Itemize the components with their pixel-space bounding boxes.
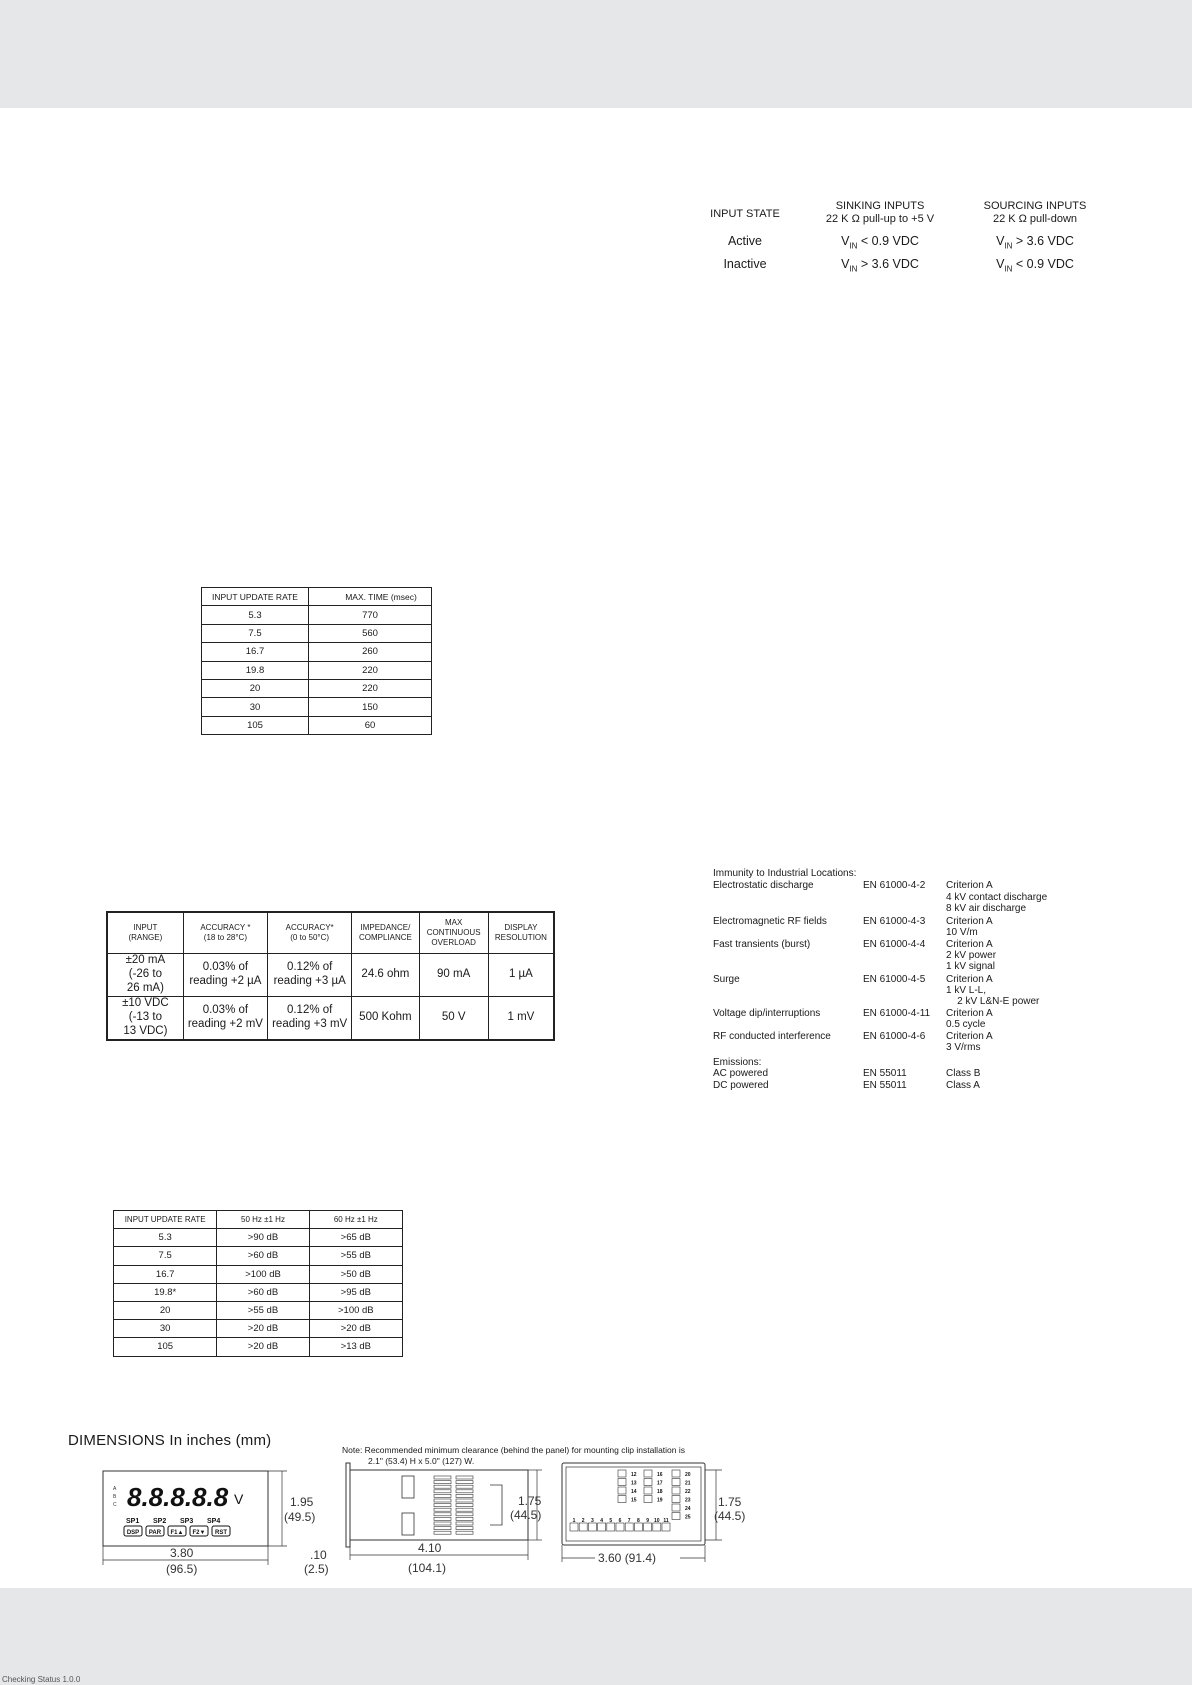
rear-view-drawing — [562, 1463, 745, 1565]
terminal-label: 25 — [685, 1514, 691, 1521]
table-cell: >13 dB — [309, 1338, 402, 1356]
terminal-box — [672, 1479, 680, 1486]
side-letter: A — [113, 1486, 117, 1492]
table-row — [114, 1301, 403, 1319]
terminal-box — [618, 1479, 626, 1486]
table-cell: >60 dB — [217, 1283, 309, 1301]
side-depth-mm: (104.1) — [408, 1561, 447, 1575]
rear-height-in: 1.75 — [718, 1495, 742, 1509]
table-cell: 0.12% of reading +3 mV — [268, 997, 352, 1041]
terminal-label: 3 — [591, 1518, 594, 1524]
column-header: ACCURACY* (0 to 50°C) — [268, 912, 352, 954]
page-header-band — [0, 0, 1192, 108]
page-footer-text: Checking Status 1.0.0 — [2, 1675, 81, 1684]
side-view-drawing — [304, 1463, 542, 1576]
table-row — [107, 997, 554, 1041]
table-row — [202, 606, 432, 624]
table-cell: >55 dB — [217, 1301, 309, 1319]
table-header-row — [114, 1211, 403, 1229]
table-row — [114, 1338, 403, 1356]
terminal-label: 9 — [646, 1518, 649, 1524]
table-cell: >20 dB — [217, 1320, 309, 1338]
table-cell: 20 — [202, 679, 309, 697]
table-cell: 20 — [114, 1301, 217, 1319]
front-width-in: 3.80 — [170, 1546, 194, 1560]
terminal-box — [579, 1523, 587, 1531]
table-row — [202, 698, 432, 716]
terminal-label: 17 — [657, 1480, 663, 1487]
rear-height-mm: (44.5) — [714, 1509, 746, 1523]
table-cell: 1 mV — [488, 997, 554, 1041]
terminal-box — [672, 1470, 680, 1477]
terminal-label: 16 — [657, 1472, 663, 1478]
table-cell: 7.5 — [114, 1247, 217, 1265]
table-cell: 105 — [202, 716, 309, 734]
table-row — [202, 624, 432, 642]
table-cell: >20 dB — [217, 1338, 309, 1356]
table-cell: >65 dB — [309, 1229, 402, 1247]
table-row — [114, 1229, 403, 1247]
table-header-row — [107, 912, 554, 954]
table-cell: 0.12% of reading +3 µA — [268, 954, 352, 997]
table-row — [202, 716, 432, 734]
sourcing-heading: SOURCING INPUTS — [983, 200, 1087, 212]
setpoint-label: SP4 — [207, 1518, 221, 1525]
key-label: F1▲ — [170, 1530, 184, 1536]
table-cell: 260 — [309, 643, 432, 661]
terminal-box — [634, 1523, 642, 1531]
table-cell: >55 dB — [309, 1247, 402, 1265]
side-bezel — [346, 1463, 350, 1547]
update-time-table — [201, 587, 432, 735]
column-header: INPUT (RANGE) — [107, 912, 183, 954]
table-cell: 90 mA — [419, 954, 488, 997]
table-cell: >50 dB — [309, 1265, 402, 1283]
side-height-in: 1.75 — [518, 1494, 542, 1508]
table-cell: 7.5 — [202, 624, 309, 642]
bezel-depth-in: .10 — [310, 1548, 327, 1562]
rear-width: 3.60 (91.4) — [598, 1551, 657, 1565]
terminal-box — [625, 1523, 633, 1531]
table-cell: 150 — [309, 698, 432, 716]
table-row — [114, 1283, 403, 1301]
terminal-label: 10 — [654, 1518, 660, 1524]
table-row — [202, 679, 432, 697]
front-width-mm: (96.5) — [166, 1562, 198, 1576]
table-cell: 30 — [202, 698, 309, 716]
terminal-label: 1 — [572, 1518, 576, 1524]
table-cell: 220 — [309, 661, 432, 679]
table-cell: 60 — [309, 716, 432, 734]
terminal-box — [644, 1523, 652, 1531]
table-cell: ±10 VDC (-13 to 13 VDC) — [107, 997, 183, 1041]
table-row — [202, 643, 432, 661]
dimension-drawings — [90, 1460, 770, 1580]
terminal-box — [616, 1523, 624, 1531]
bezel-depth-mm: (2.5) — [304, 1562, 329, 1576]
display-unit: V — [234, 1491, 244, 1507]
table-row — [107, 954, 554, 997]
setpoint-label: SP1 — [126, 1518, 140, 1525]
terminal-label: 24 — [685, 1506, 691, 1512]
terminal-box — [672, 1487, 680, 1494]
terminal-label: 22 — [685, 1489, 691, 1495]
setpoint-label: SP2 — [153, 1518, 167, 1525]
table-cell: 560 — [309, 624, 432, 642]
front-height-mm: (49.5) — [284, 1510, 316, 1524]
terminal-label: 2 — [581, 1518, 585, 1524]
terminal-label: 13 — [631, 1480, 637, 1487]
terminal-box — [570, 1523, 578, 1531]
table-row — [114, 1320, 403, 1338]
terminal-label: 18 — [657, 1489, 663, 1495]
terminal-box — [618, 1496, 626, 1503]
side-letter: B — [113, 1494, 117, 1500]
page-footer-band — [0, 1588, 1192, 1685]
key-label: PAR — [148, 1530, 162, 1536]
table-header-row — [202, 588, 432, 606]
rejection-table — [113, 1210, 403, 1357]
table-row — [114, 1265, 403, 1283]
column-header: MAX. TIME (msec) — [309, 588, 432, 606]
table-cell: 0.03% of reading +2 µA — [183, 954, 267, 997]
terminal-box — [598, 1523, 606, 1531]
terminal-label: 15 — [631, 1497, 637, 1504]
terminal-label: 23 — [685, 1497, 691, 1504]
column-header: 60 Hz ±1 Hz — [309, 1211, 402, 1229]
setpoint-label: SP3 — [180, 1518, 194, 1525]
terminal-box — [653, 1523, 661, 1531]
column-header: 50 Hz ±1 Hz — [217, 1211, 309, 1229]
table-cell: >20 dB — [309, 1320, 402, 1338]
key-label: RST — [215, 1530, 227, 1536]
front-height-in: 1.95 — [290, 1495, 314, 1509]
terminal-label: 11 — [663, 1518, 669, 1524]
table-cell: 500 Kohm — [352, 997, 419, 1041]
front-view-drawing — [103, 1471, 315, 1576]
dimensions-note: Note: Recommended minimum clearance (behind the panel) for mounting clip installation is 2.1" (53.4) H x 5.0" (127) W. — [342, 1445, 686, 1467]
side-height-mm: (44.5) — [510, 1508, 542, 1522]
terminal-box — [644, 1479, 652, 1486]
column-header: INPUT UPDATE RATE — [114, 1211, 217, 1229]
sinking-subheading: 22 K Ω pull-up to +5 V — [825, 212, 935, 225]
table-cell: 5.3 — [202, 606, 309, 624]
table-cell: >60 dB — [217, 1247, 309, 1265]
column-header: DISPLAY RESOLUTION — [488, 912, 554, 954]
terminal-box — [644, 1496, 652, 1503]
terminal-box — [672, 1513, 680, 1520]
table-row — [114, 1247, 403, 1265]
accuracy-table — [106, 911, 555, 1041]
terminal-label: 7 — [627, 1518, 631, 1524]
terminal-box — [672, 1504, 680, 1511]
table-cell: 19.8 — [202, 661, 309, 679]
terminal-box — [607, 1523, 615, 1531]
side-depth-in: 4.10 — [418, 1541, 442, 1555]
terminal-box — [672, 1496, 680, 1503]
dimensions-title: DIMENSIONS In inches (mm) — [68, 1432, 272, 1449]
table-cell: 1 µA — [488, 954, 554, 997]
table-cell: 16.7 — [202, 643, 309, 661]
input-state-heading: INPUT STATE — [710, 208, 780, 220]
table-cell: 16.7 — [114, 1265, 217, 1283]
terminal-label: 14 — [631, 1489, 637, 1495]
terminal-label: 12 — [631, 1472, 637, 1478]
column-header: INPUT UPDATE RATE — [202, 588, 309, 606]
terminal-label: 5 — [609, 1518, 613, 1524]
emc-title: Immunity to Industrial Locations: — [713, 868, 857, 879]
table-cell: 105 — [114, 1338, 217, 1356]
table-cell: 19.8* — [114, 1283, 217, 1301]
table-cell: >90 dB — [217, 1229, 309, 1247]
terminal-label: 4 — [600, 1518, 603, 1524]
terminal-box — [644, 1470, 652, 1477]
key-label: DSP — [126, 1530, 140, 1536]
terminal-box — [644, 1487, 652, 1494]
side-letter: C — [113, 1502, 117, 1508]
terminal-box — [618, 1470, 626, 1477]
table-cell: 220 — [309, 679, 432, 697]
terminal-label: 6 — [618, 1518, 622, 1524]
table-cell: 50 V — [419, 997, 488, 1041]
column-header: ACCURACY * (18 to 28°C) — [183, 912, 267, 954]
terminal-box — [618, 1487, 626, 1494]
column-header: MAX CONTINUOUS OVERLOAD — [419, 912, 488, 954]
table-cell: 770 — [309, 606, 432, 624]
table-cell: ±20 mA (-26 to 26 mA) — [107, 954, 183, 997]
seven-segment-display: 8.8.8.8.8 — [127, 1482, 229, 1512]
table-cell: 30 — [114, 1320, 217, 1338]
table-row — [202, 661, 432, 679]
column-header: IMPEDANCE/ COMPLIANCE — [352, 912, 419, 954]
terminal-label: 8 — [637, 1518, 640, 1524]
terminal-label: 20 — [685, 1472, 691, 1478]
table-cell: >100 dB — [309, 1301, 402, 1319]
terminal-label: 19 — [657, 1497, 663, 1504]
table-cell: 5.3 — [114, 1229, 217, 1247]
table-cell: 0.03% of reading +2 mV — [183, 997, 267, 1041]
sourcing-subheading: 22 K Ω pull-down — [992, 212, 1078, 225]
terminal-box — [588, 1523, 596, 1531]
table-cell: >95 dB — [309, 1283, 402, 1301]
terminal-label: 21 — [685, 1480, 691, 1487]
key-label: F2▼ — [192, 1530, 206, 1536]
table-cell: >100 dB — [217, 1265, 309, 1283]
table-cell: 24.6 ohm — [352, 954, 419, 997]
terminal-box — [662, 1523, 670, 1531]
sinking-heading: SINKING INPUTS — [835, 200, 925, 212]
